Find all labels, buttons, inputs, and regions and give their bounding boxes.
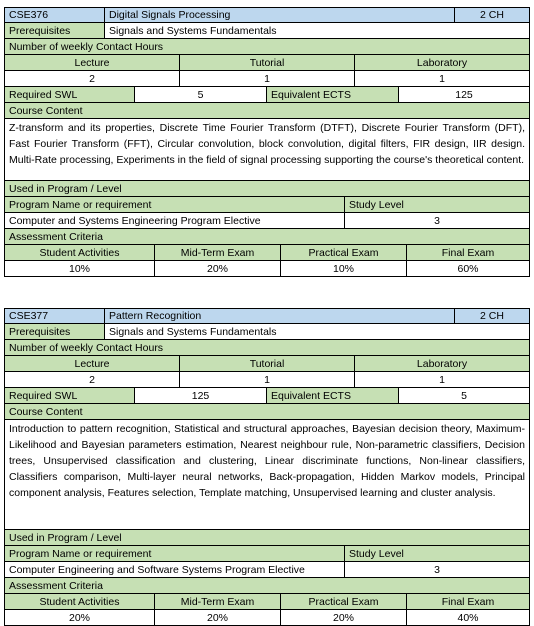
ects-label: Equivalent ECTS [267, 388, 399, 403]
lecture-label: Lecture [5, 55, 180, 70]
ects-label: Equivalent ECTS [267, 87, 399, 102]
assessment-value: 20% [281, 610, 407, 625]
lecture-value: 2 [5, 71, 180, 86]
ects-value: 5 [399, 388, 529, 403]
prerequisites-label: Prerequisites [5, 324, 105, 339]
course-code: CSE377 [5, 309, 105, 323]
study-level-header: Study Level [345, 546, 529, 561]
prerequisites-value: Signals and Systems Fundamentals [105, 23, 529, 38]
course-card-cse376 [4, 7, 530, 277]
study-level-value: 3 [345, 213, 529, 228]
swl-value: 5 [135, 87, 267, 102]
ects-value: 125 [399, 87, 529, 102]
course-content-text: Introduction to pattern recognition, Statistical and structural approaches, Bayesian decision theory, Maximum-Likelihood and Bayesian parameters estimation, Nearest neighbour rule, Non-parametric classifiers, Decision trees, Unsupervised classification and clustering, Linear discriminate functions, Non-linear classifiers, Classifiers comparison, Multi-layer neural networks, Back-propagation, Hidden Markov models, Principal component analysis, Features selection, Template matching, Unsupervised learning and cluster analysis. [5, 420, 529, 529]
credit-hours: 2 CH [455, 8, 529, 22]
swl-label: Required SWL [5, 87, 135, 102]
assessment-header: Practical Exam [281, 594, 407, 609]
program-name-header: Program Name or requirement [5, 546, 345, 561]
assessment-criteria-label: Assessment Criteria [5, 578, 529, 593]
laboratory-label: Laboratory [355, 55, 529, 70]
course-title: Digital Signals Processing [105, 8, 455, 22]
assessment-header: Final Exam [407, 594, 529, 609]
contact-hours-label: Number of weekly Contact Hours [5, 39, 529, 54]
swl-value: 125 [135, 388, 267, 403]
prerequisites-label: Prerequisites [5, 23, 105, 38]
program-name-header: Program Name or requirement [5, 197, 345, 212]
course-code: CSE376 [5, 8, 105, 22]
lecture-label: Lecture [5, 356, 180, 371]
course-content-label: Course Content [5, 404, 529, 419]
lecture-value: 2 [5, 372, 180, 387]
course-title: Pattern Recognition [105, 309, 455, 323]
used-in-program-label: Used in Program / Level [5, 181, 529, 196]
study-level-header: Study Level [345, 197, 529, 212]
assessment-value: 20% [5, 610, 155, 625]
program-name-value: Computer Engineering and Software Systems Program Elective [5, 562, 345, 577]
program-name-value: Computer and Systems Engineering Program Elective [5, 213, 345, 228]
used-in-program-label: Used in Program / Level [5, 530, 529, 545]
tutorial-value: 1 [180, 71, 355, 86]
laboratory-value: 1 [355, 71, 529, 86]
assessment-value: 10% [281, 261, 407, 276]
assessment-criteria-label: Assessment Criteria [5, 229, 529, 244]
credit-hours: 2 CH [455, 309, 529, 323]
course-content-label: Course Content [5, 103, 529, 118]
laboratory-label: Laboratory [355, 356, 529, 371]
assessment-header: Mid-Term Exam [155, 594, 281, 609]
assessment-header: Mid-Term Exam [155, 245, 281, 260]
study-level-value: 3 [345, 562, 529, 577]
assessment-header: Final Exam [407, 245, 529, 260]
assessment-header: Practical Exam [281, 245, 407, 260]
assessment-value: 20% [155, 261, 281, 276]
tutorial-label: Tutorial [180, 55, 355, 70]
prerequisites-value: Signals and Systems Fundamentals [105, 324, 529, 339]
laboratory-value: 1 [355, 372, 529, 387]
tutorial-label: Tutorial [180, 356, 355, 371]
assessment-header: Student Activities [5, 245, 155, 260]
assessment-value: 10% [5, 261, 155, 276]
assessment-header: Student Activities [5, 594, 155, 609]
swl-label: Required SWL [5, 388, 135, 403]
course-content-text: Z-transform and its properties, Discrete Time Fourier Transform (DTFT), Discrete Fourier Transform (DFT), Fast Fourier Transform (FFT), Circular convolution, block convolution, digital filters, FIR design, IIR design. Multi-Rate processing, Experiments in the field of signal processing supporting the course's theoretical content. [5, 119, 529, 180]
assessment-value: 40% [407, 610, 529, 625]
tutorial-value: 1 [180, 372, 355, 387]
assessment-value: 20% [155, 610, 281, 625]
course-card-cse377 [4, 308, 530, 626]
contact-hours-label: Number of weekly Contact Hours [5, 340, 529, 355]
assessment-value: 60% [407, 261, 529, 276]
